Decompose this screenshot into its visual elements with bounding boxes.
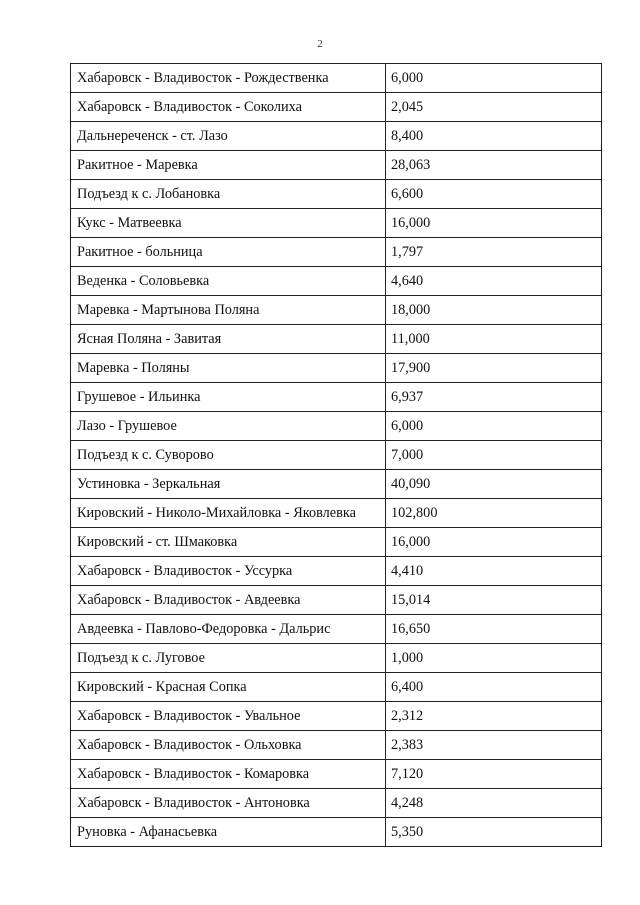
road-length-cell: 16,000 — [386, 528, 602, 557]
roads-table — [70, 63, 602, 847]
road-length-cell: 2,045 — [386, 93, 602, 122]
road-name-cell: Хабаровск - Владивосток - Уссурка — [71, 557, 386, 586]
table-row — [71, 818, 602, 847]
road-name-cell: Кукс - Матвеевка — [71, 209, 386, 238]
table-row — [71, 644, 602, 673]
road-name-cell: Хабаровск - Владивосток - Увальное — [71, 702, 386, 731]
road-length-cell: 1,797 — [386, 238, 602, 267]
road-length-cell: 16,650 — [386, 615, 602, 644]
road-name-cell: Грушевое - Ильинка — [71, 383, 386, 412]
road-length-cell: 17,900 — [386, 354, 602, 383]
road-length-cell: 7,000 — [386, 441, 602, 470]
road-length-cell: 7,120 — [386, 760, 602, 789]
road-length-cell: 15,014 — [386, 586, 602, 615]
table-row — [71, 528, 602, 557]
road-name-cell: Подъезд к с. Суворово — [71, 441, 386, 470]
road-name-cell: Маревка - Поляны — [71, 354, 386, 383]
table-row — [71, 180, 602, 209]
table-row — [71, 325, 602, 354]
road-length-cell: 4,410 — [386, 557, 602, 586]
table-row — [71, 267, 602, 296]
road-name-cell: Кировский - ст. Шмаковка — [71, 528, 386, 557]
road-name-cell: Лазо - Грушевое — [71, 412, 386, 441]
table-row — [71, 151, 602, 180]
road-length-cell: 102,800 — [386, 499, 602, 528]
road-name-cell: Кировский - Николо-Михайловка - Яковлевка — [71, 499, 386, 528]
road-name-cell: Хабаровск - Владивосток - Антоновка — [71, 789, 386, 818]
road-length-cell: 6,000 — [386, 412, 602, 441]
road-length-cell: 2,383 — [386, 731, 602, 760]
table-row — [71, 209, 602, 238]
table-row — [71, 760, 602, 789]
table-row — [71, 412, 602, 441]
road-length-cell: 8,400 — [386, 122, 602, 151]
table-row — [71, 702, 602, 731]
table-row — [71, 122, 602, 151]
road-name-cell: Ракитное - Маревка — [71, 151, 386, 180]
road-name-cell: Хабаровск - Владивосток - Рождественка — [71, 64, 386, 93]
road-name-cell: Ракитное - больница — [71, 238, 386, 267]
road-name-cell: Руновка - Афанасьевка — [71, 818, 386, 847]
road-name-cell: Дальнереченск - ст. Лазо — [71, 122, 386, 151]
table-row — [71, 731, 602, 760]
road-length-cell: 6,400 — [386, 673, 602, 702]
road-name-cell: Подъезд к с. Луговое — [71, 644, 386, 673]
road-length-cell: 11,000 — [386, 325, 602, 354]
table-row — [71, 615, 602, 644]
road-name-cell: Подъезд к с. Лобановка — [71, 180, 386, 209]
table-row — [71, 354, 602, 383]
table-row — [71, 789, 602, 818]
road-name-cell: Хабаровск - Владивосток - Ольховка — [71, 731, 386, 760]
page-number: 2 — [317, 38, 323, 50]
road-name-cell: Веденка - Соловьевка — [71, 267, 386, 296]
table-row — [71, 383, 602, 412]
road-name-cell: Кировский - Красная Сопка — [71, 673, 386, 702]
table-row — [71, 64, 602, 93]
road-length-cell: 16,000 — [386, 209, 602, 238]
roads-table-body — [71, 64, 602, 847]
road-length-cell: 4,248 — [386, 789, 602, 818]
table-row — [71, 441, 602, 470]
road-length-cell: 18,000 — [386, 296, 602, 325]
road-name-cell: Авдеевка - Павлово-Федоровка - Дальрис — [71, 615, 386, 644]
road-length-cell: 1,000 — [386, 644, 602, 673]
road-length-cell: 40,090 — [386, 470, 602, 499]
road-name-cell: Хабаровск - Владивосток - Соколиха — [71, 93, 386, 122]
road-name-cell: Хабаровск - Владивосток - Комаровка — [71, 760, 386, 789]
table-row — [71, 470, 602, 499]
table-row — [71, 673, 602, 702]
road-name-cell: Ясная Поляна - Завитая — [71, 325, 386, 354]
road-length-cell: 4,640 — [386, 267, 602, 296]
road-name-cell: Хабаровск - Владивосток - Авдеевка — [71, 586, 386, 615]
road-length-cell: 2,312 — [386, 702, 602, 731]
table-row — [71, 93, 602, 122]
table-row — [71, 296, 602, 325]
table-row — [71, 586, 602, 615]
table-row — [71, 238, 602, 267]
table-row — [71, 557, 602, 586]
table-row — [71, 499, 602, 528]
road-length-cell: 6,000 — [386, 64, 602, 93]
road-length-cell: 28,063 — [386, 151, 602, 180]
road-length-cell: 6,600 — [386, 180, 602, 209]
road-name-cell: Устиновка - Зеркальная — [71, 470, 386, 499]
road-length-cell: 6,937 — [386, 383, 602, 412]
road-name-cell: Маревка - Мартынова Поляна — [71, 296, 386, 325]
road-length-cell: 5,350 — [386, 818, 602, 847]
